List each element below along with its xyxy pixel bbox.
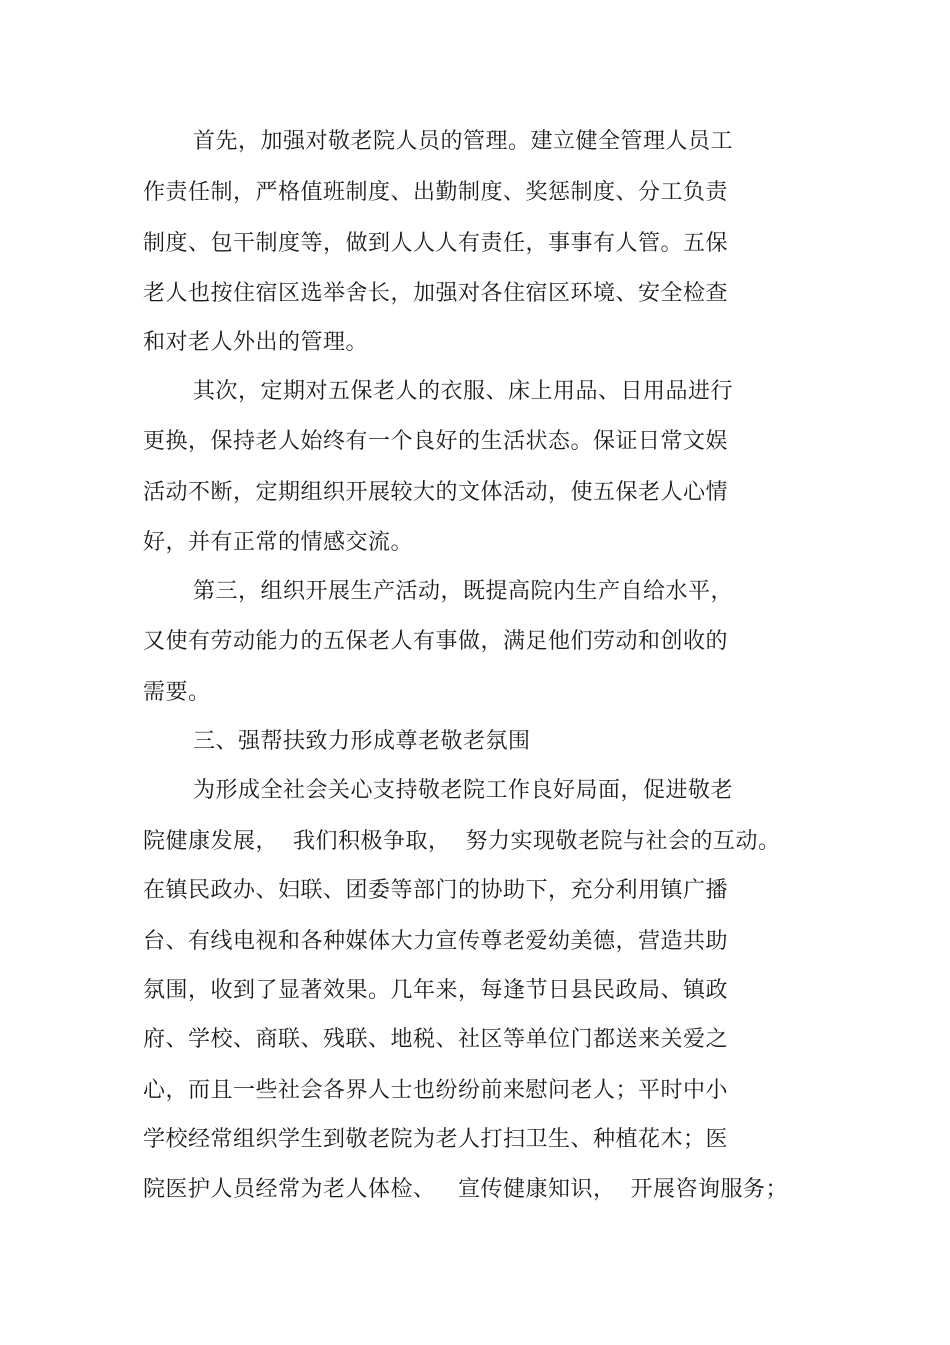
paragraph-1-line-4: 老人也按住宿区选举舍长，加强对各住宿区环境、安全检查 xyxy=(143,281,729,306)
paragraph-1-line-2: 作责任制，严格值班制度、出勤制度、奖惩制度、分工负责 xyxy=(143,180,729,205)
paragraph-4-line-6: 府、学校、商联、残联、地税、社区等单位门都送来关爱之 xyxy=(143,1027,729,1052)
paragraph-1-line-3: 制度、包干制度等，做到人人人有责任，事事有人管。五保 xyxy=(143,231,729,256)
paragraph-4-line-8: 学校经常组织学生到敬老院为老人打扫卫生、种植花木；医 xyxy=(143,1127,729,1152)
paragraph-1-line-5: 和对老人外出的管理。 xyxy=(143,330,369,355)
paragraph-4-line-2: 院健康发展， 我们积极争取， 努力实现敬老院与社会的互动。 xyxy=(143,829,781,854)
paragraph-3-line-1: 第三，组织开展生产活动，既提高院内生产自给水平， xyxy=(193,579,734,604)
section-heading: 三、强帮扶致力形成尊老敬老氛围 xyxy=(193,729,531,754)
paragraph-4-line-5: 氛围，收到了显著效果。几年来，每逢节日县民政局、镇政 xyxy=(143,978,729,1003)
paragraph-3-line-3: 需要。 xyxy=(143,680,211,705)
paragraph-4-line-3: 在镇民政办、妇联、团委等部门的协助下，充分利用镇广播 xyxy=(143,878,729,903)
paragraph-4-line-9: 院医护人员经常为老人体检、 宣传健康知识， 开展咨询服务； xyxy=(143,1177,788,1202)
paragraph-2-line-4: 好，并有正常的情感交流。 xyxy=(143,530,414,555)
paragraph-2-line-1: 其次，定期对五保老人的衣服、床上用品、日用品进行 xyxy=(193,379,734,404)
paragraph-4-line-7: 心，而且一些社会各界人士也纷纷前来慰问老人；平时中小 xyxy=(143,1078,729,1103)
paragraph-2-line-3: 活动不断，定期组织开展较大的文体活动，使五保老人心情 xyxy=(143,480,729,505)
paragraph-2-line-2: 更换，保持老人始终有一个良好的生活状态。保证日常文娱 xyxy=(143,429,729,454)
paragraph-4-line-1: 为形成全社会关心支持敬老院工作良好局面，促进敬老 xyxy=(193,778,734,803)
paragraph-1-line-1: 首先，加强对敬老院人员的管理。建立健全管理人员工 xyxy=(193,129,734,154)
paragraph-3-line-2: 又使有劳动能力的五保老人有事做，满足他们劳动和创收的 xyxy=(143,629,729,654)
paragraph-4-line-4: 台、有线电视和各种媒体大力宣传尊老爱幼美德，营造共助 xyxy=(143,929,729,954)
